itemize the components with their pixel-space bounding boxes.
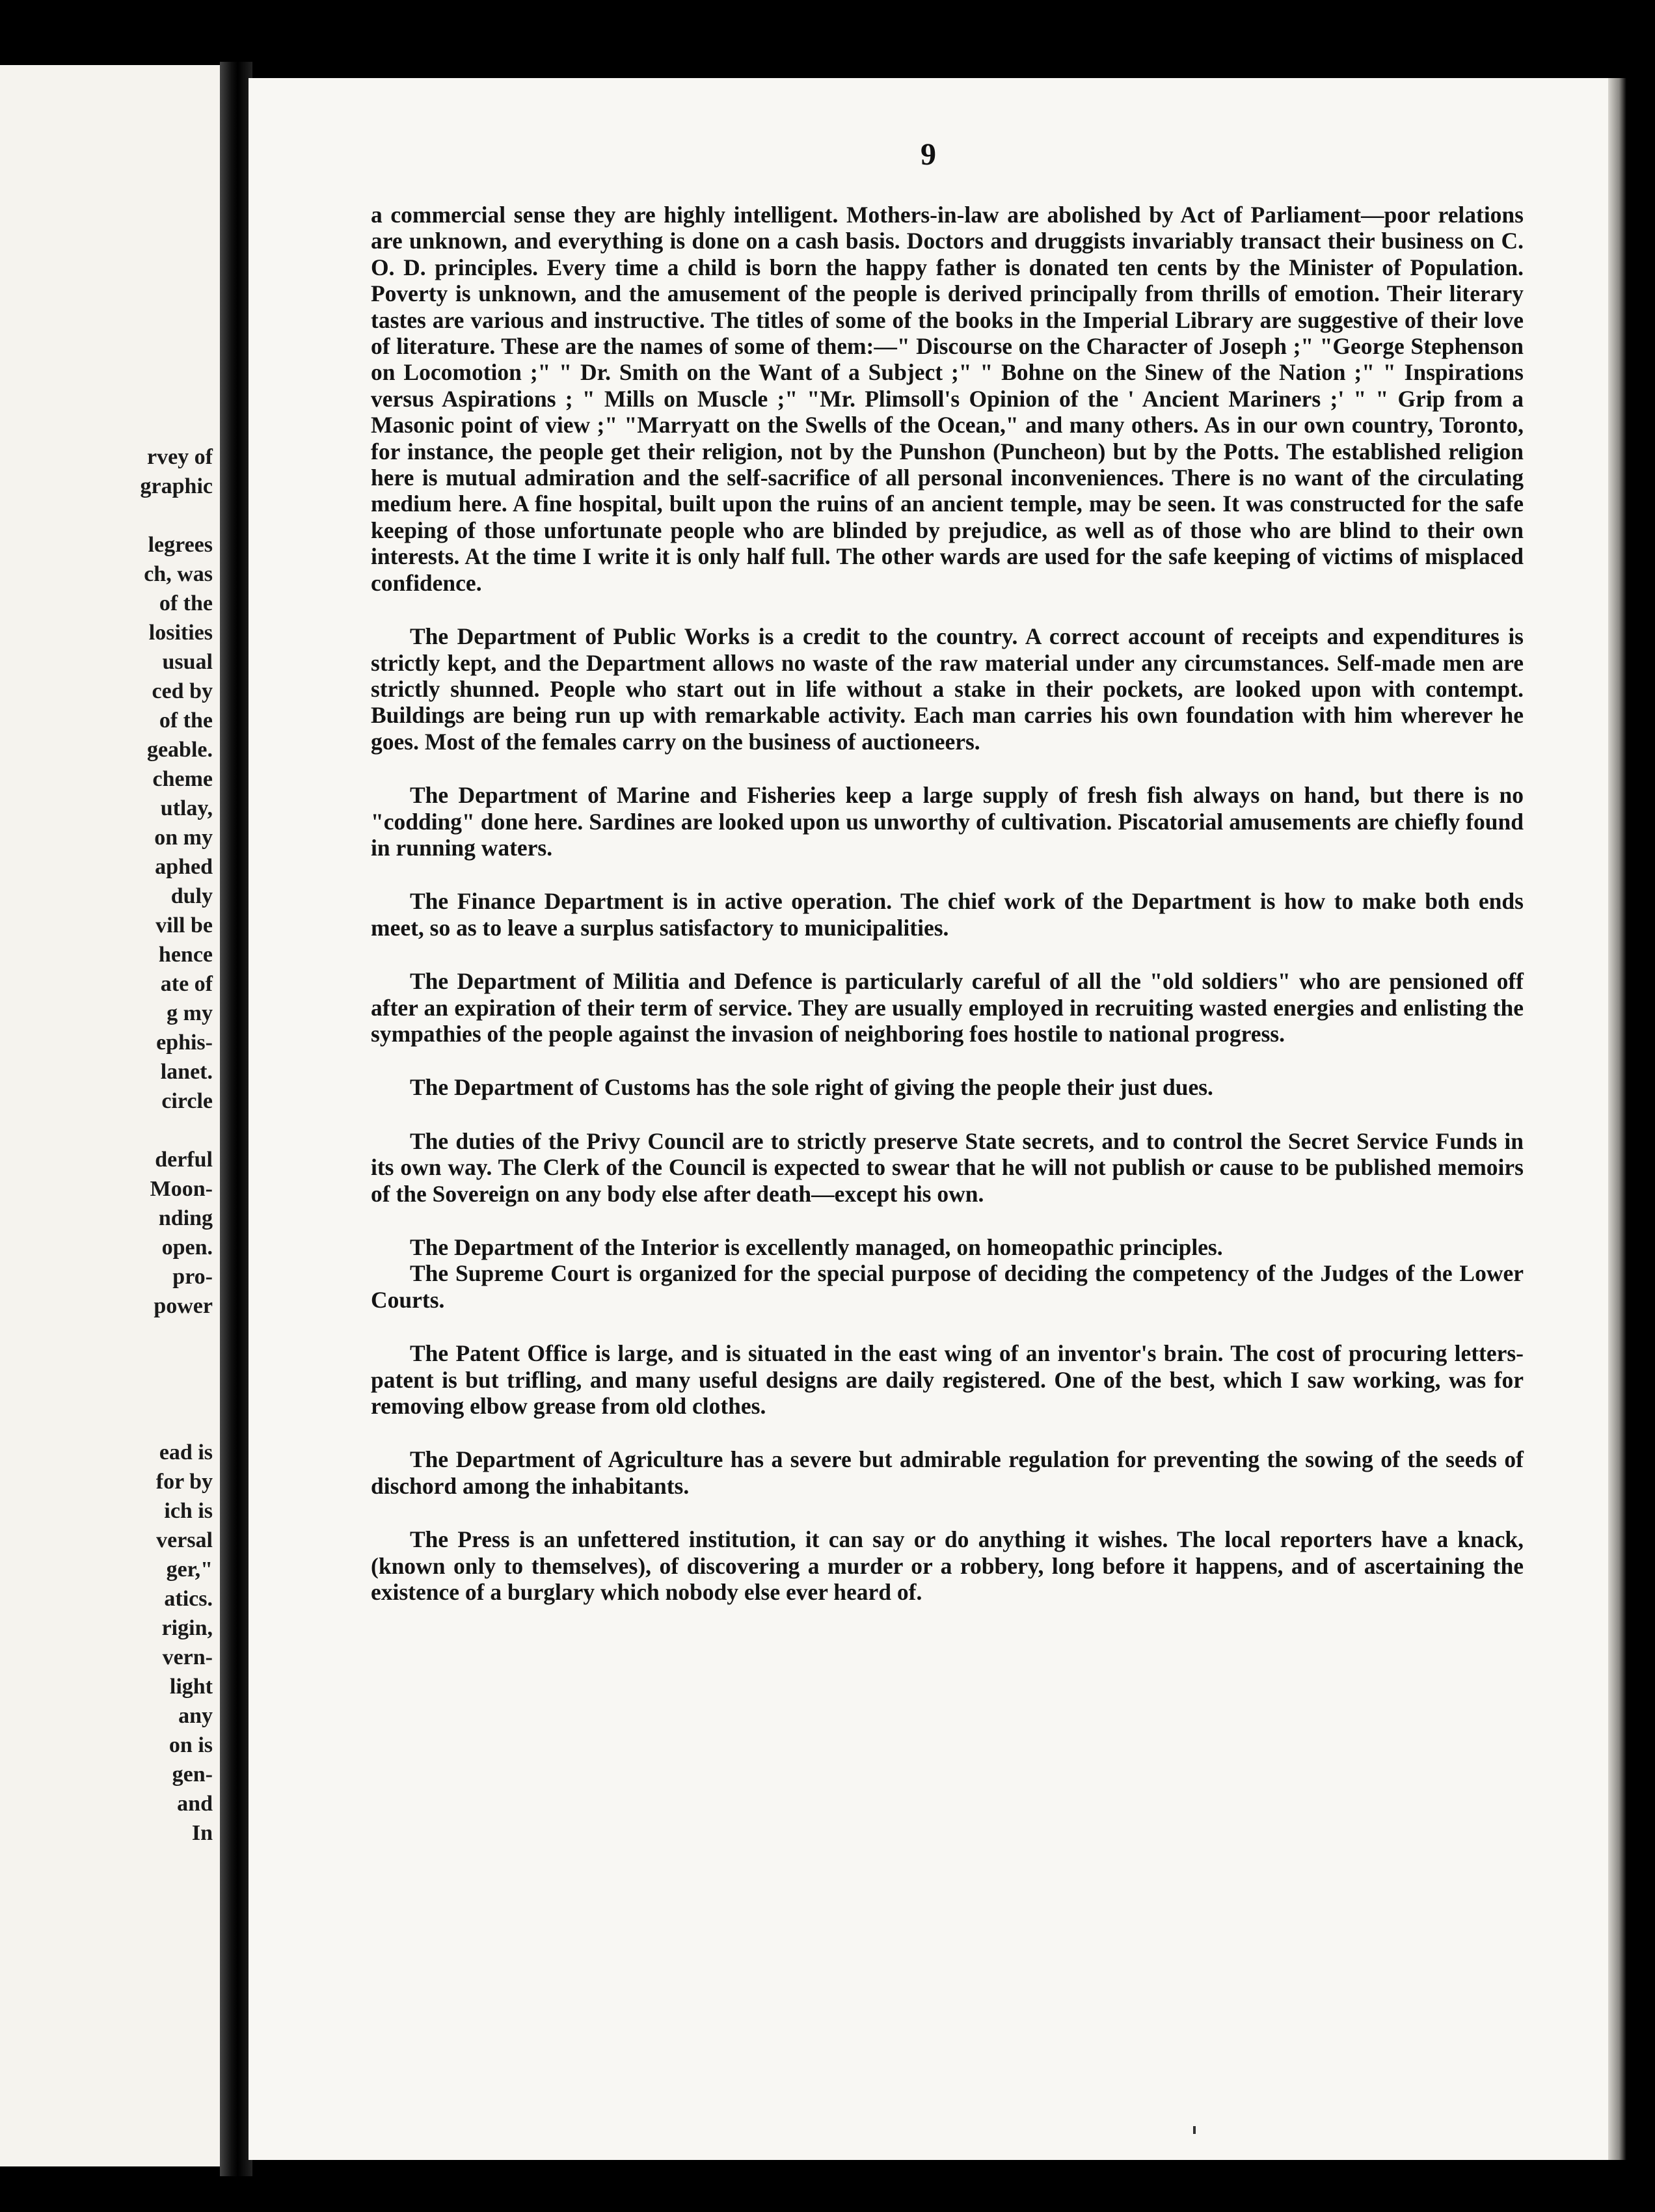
facing-page-line-fragment: of the (159, 591, 213, 615)
facing-page-line-fragment: vern- (162, 1645, 213, 1669)
facing-page-gap (5, 1350, 213, 1379)
facing-page-line-fragment: nding (158, 1206, 213, 1230)
paragraph-privy-council: The duties of the Privy Council are to strictly preserve State secrets, and to control the Secret Service Funds in its own way. The Clerk of the Council is expected to swear that he will not publish or cause to be published memoirs of the Sovereign on any body else after death—except his own. (371, 1127, 1524, 1207)
facing-page-left (0, 65, 224, 2166)
facing-page-line-fragment: vill be (155, 913, 213, 937)
facing-page-line-fragment: rigin, (161, 1616, 213, 1640)
facing-page-line-fragment: on my (154, 826, 213, 850)
paragraph-public-works: The Department of Public Works is a credit to the country. A correct account of receipts and expenditures is strictly kept, and the Department allows no waste of the raw material under any circumstances. Self-made men are strictly shunned. People who start out in life without a stake in their pockets, are looked upon with contempt. Buildings are being run up with remarkable activity. Each man carries his own foundation with him wherever he goes. Most of the females carry on the business of auctioneers. (371, 623, 1524, 755)
page-right (249, 78, 1608, 2160)
facing-page-line-fragment: of the (159, 708, 213, 733)
facing-page-line-fragment: ced by (152, 679, 213, 703)
paragraph-patent-office: The Patent Office is large, and is situated in the east wing of an inventor's brain. The cost of procuring letters-patent is but trifling, and many useful designs are daily registered. One of the best, which I saw working, was for removing elbow grease from old clothes. (371, 1340, 1524, 1420)
scan-speck (1193, 2126, 1196, 2134)
paragraph-finance: The Finance Department is in active operation. The chief work of the Department is how to make both ends meet, so as to leave a surplus satisfactory to municipalities. (371, 888, 1524, 941)
paragraph-press: The Press is an unfettered institution, it can say or do anything it wishes. The local reporters have a knack, (known only to themselves), of discovering a murder or a robbery, long before it happens, and of ascertaining the existence of a burglary which nobody else ever heard of. (371, 1526, 1524, 1606)
paragraph-supreme-court: The Supreme Court is organized for the special purpose of deciding the competency of the Judges of the Lower Courts. (371, 1260, 1524, 1313)
facing-page-line-fragment: ich is (164, 1499, 213, 1523)
facing-page-gap (5, 1321, 213, 1350)
facing-page-line-fragment: on is (168, 1733, 213, 1757)
facing-page-line-fragment: light (169, 1675, 213, 1699)
facing-page-line-fragment: utlay, (160, 796, 213, 820)
facing-page-line-fragment: losities (148, 621, 213, 645)
paragraph-commercial-sense: a commercial sense they are highly intelligent. Mothers-in-law are abolished by Act of Parliament—poor relations are unknown, and everything is done on a cash basis. Doctors and druggists invariably transact their business on C. O. D. principles. Every time a child is born the happy father is donated ten cents by the Minister of Population. Poverty is unknown, and the amusement of the people is derived principally from thrills of emotion. Their literary tastes are various and instructive. The titles of some of the books in the Imperial Library are suggestive of their love of literature. These are the names of some of them:—" Discourse on the Character of Joseph ;" "George Stephenson on Locomotion ;" " Dr. Smith on the Want of a Subject ;" " Bohne on the Sinew of the Nation ;" " Inspirations versus Aspirations ; " Mills on Muscle ;" "Mr. Plimsoll's Opinion of the ' Ancient Mariners ;' " " Grip from a Masonic point of view ;" "Marryatt on the Swells of the Ocean," and many others. As in our own country, Toronto, for instance, the people get their religion, not by the Punshon (Puncheon) but by the Potts. The established religion here is mutual admiration and the self-sacrifice of all personal inconveniences. There is no want of the circulating medium here. A fine hospital, built upon the ruins of an ancient temple, may be seen. It was constructed for the safe keeping of those unfortunate people who are blinded by prejudice, as well as of those who are blind to their own interests. At the time I write it is only half full. The other wards are used for the safe keeping of victims of misplaced confidence. (371, 202, 1524, 596)
paragraph-militia-defence: The Department of Militia and Defence is particularly careful of all the "old soldiers" who are pensioned off after an expiration of their term of service. They are usually employed in recruiting wasted energies and enlisting the sympathies of the people against the invasion of neighboring foes hostile to national progress. (371, 968, 1524, 1047)
facing-page-line-fragment: g my (167, 1001, 213, 1025)
facing-page-line-fragment: duly (170, 884, 213, 908)
facing-page-line-fragment: and (177, 1792, 213, 1816)
page-body-text (371, 202, 1524, 1632)
facing-page-text-fragments (5, 442, 213, 1848)
facing-page-line-fragment: Moon- (150, 1177, 213, 1201)
facing-page-line-fragment: rvey of (146, 445, 213, 469)
page-edge-shadow (1608, 78, 1626, 2160)
facing-page-line-fragment: circle (161, 1089, 213, 1113)
facing-page-line-fragment: power (154, 1294, 213, 1318)
facing-page-line-fragment: ger," (166, 1558, 213, 1582)
facing-page-line-fragment: usual (162, 650, 213, 674)
facing-page-line-fragment: derful (155, 1148, 213, 1172)
facing-page-line-fragment: aphed (155, 855, 213, 879)
facing-page-line-fragment: ch, was (144, 562, 213, 586)
facing-page-line-fragment: atics. (164, 1587, 213, 1611)
facing-page-line-fragment: graphic (140, 474, 213, 498)
facing-page-line-fragment: open. (161, 1235, 213, 1260)
facing-page-line-fragment: cheme (152, 767, 213, 791)
facing-page-line-fragment: hence (158, 943, 213, 967)
facing-page-line-fragment: for by (155, 1470, 213, 1494)
facing-page-gap (5, 1379, 213, 1409)
facing-page-line-fragment: geable. (146, 738, 213, 762)
page-number: 9 (921, 137, 936, 172)
facing-page-gap (5, 1409, 213, 1438)
facing-page-line-fragment: any (178, 1704, 213, 1728)
paragraph-marine-fisheries: The Department of Marine and Fisheries keep a large supply of fresh fish always on hand, but there is no "codding" done here. Sardines are looked upon us unworthy of cultivation. Piscatorial amusements are chiefly found in running waters. (371, 782, 1524, 861)
facing-page-line-fragment: ephis- (156, 1031, 213, 1055)
facing-page-line-fragment: lanet. (160, 1060, 213, 1084)
facing-page-line-fragment: pro- (172, 1265, 213, 1289)
facing-page-line-fragment: gen- (172, 1762, 213, 1787)
paragraph-agriculture: The Department of Agriculture has a severe but admirable regulation for preventing the sowing of the seeds of dischord among the inhabitants. (371, 1446, 1524, 1499)
book-gutter (220, 62, 252, 2176)
paragraph-interior: The Department of the Interior is excellently managed, on homeopathic principles. (410, 1234, 1223, 1260)
facing-page-line-fragment: ead is (159, 1440, 213, 1464)
facing-page-line-fragment: ate of (160, 972, 213, 996)
facing-page-gap (5, 1116, 213, 1145)
paragraph-customs: The Department of Customs has the sole right of giving the people their just dues. (410, 1074, 1213, 1101)
facing-page-line-fragment: legrees (148, 533, 213, 557)
facing-page-gap (5, 501, 213, 530)
facing-page-line-fragment: In (191, 1821, 213, 1845)
facing-page-line-fragment: versal (156, 1528, 213, 1552)
